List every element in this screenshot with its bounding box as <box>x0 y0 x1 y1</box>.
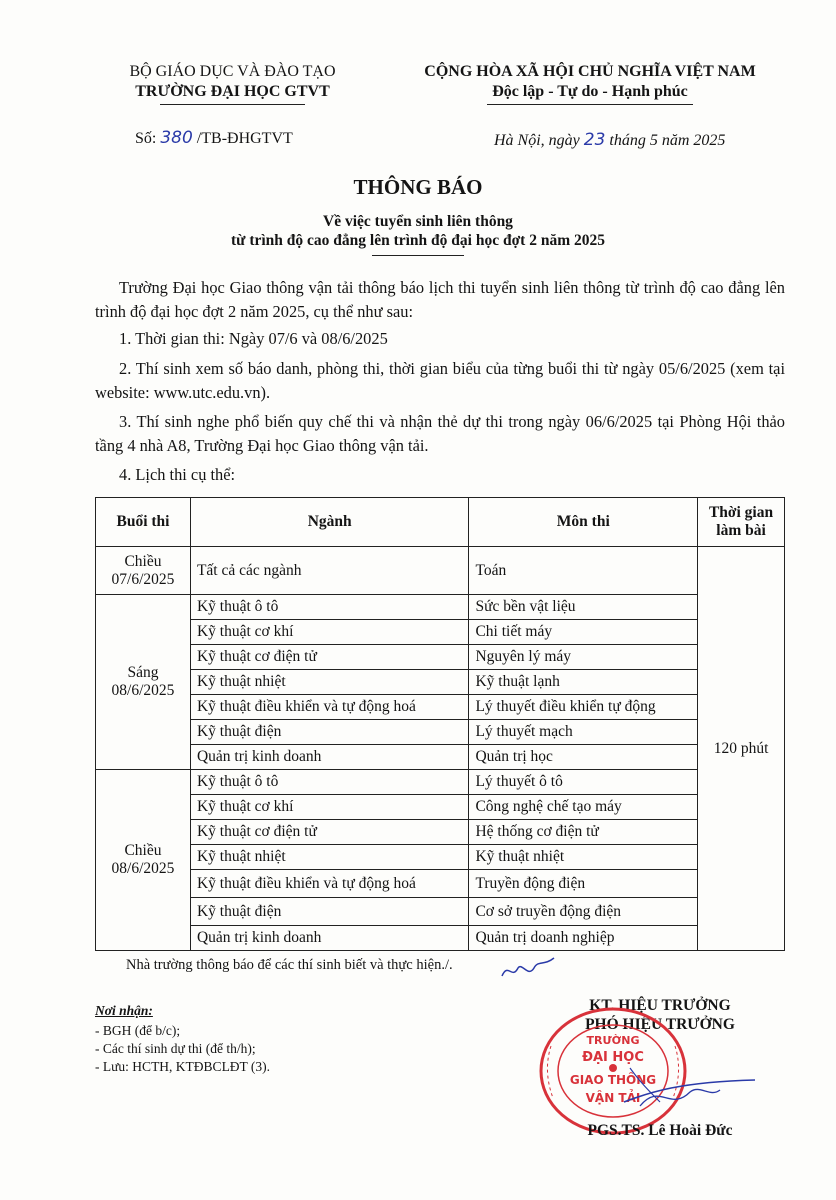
major-cell: Kỹ thuật cơ điện tử <box>190 645 469 670</box>
closing-text <box>126 957 453 974</box>
header-subject: Môn thi <box>469 498 698 547</box>
subject-cell: Sức bền vật liệu <box>469 595 698 620</box>
subject-cell: Quản trị doanh nghiệp <box>469 926 698 951</box>
table-row <box>96 926 785 951</box>
document-number <box>135 128 293 149</box>
major-cell: Quản trị kinh doanh <box>190 745 469 770</box>
major-cell: Quản trị kinh doanh <box>190 926 469 951</box>
ministry-name: BỘ GIÁO DỤC VÀ ĐÀO TẠO <box>129 63 336 80</box>
major-cell: Kỹ thuật nhiệt <box>190 845 469 870</box>
handwritten-number: 380 <box>160 128 193 148</box>
major-cell: Kỹ thuật điện <box>190 898 469 926</box>
table-row <box>96 898 785 926</box>
header-session: Buổi thi <box>96 498 191 547</box>
header-right-underline <box>487 104 693 105</box>
signer-name: PGS.TS. Lê Hoài Đức <box>587 1122 733 1139</box>
document-date <box>494 130 725 151</box>
subject-cell: Nguyên lý máy <box>469 645 698 670</box>
title-underline <box>372 255 464 256</box>
major-cell: Kỹ thuật điều khiển và tự động hoá <box>190 870 469 898</box>
header-left-underline <box>160 104 305 105</box>
recipient-1: - BGH (để b/c); <box>95 1023 181 1038</box>
country-name: CỘNG HÒA XÃ HỘI CHỦ NGHĨA VIỆT NAM <box>424 63 756 80</box>
motto: Độc lập - Tự do - Hạnh phúc <box>492 83 688 100</box>
subject-cell: Lý thuyết điều khiển tự động <box>469 695 698 720</box>
signature-title-2: PHÓ HIỆU TRƯỞNG <box>585 1016 735 1033</box>
session-cell: Sáng 08/6/2025 <box>96 595 191 770</box>
major-cell: Kỹ thuật ô tô <box>190 595 469 620</box>
header-duration: Thời gian làm bài <box>698 498 785 547</box>
signature-title-1: KT. HIỆU TRƯỞNG <box>589 997 731 1014</box>
closing-sentence: Nhà trường thông báo để các thí sinh biết và thực hiện./. <box>126 957 453 973</box>
document-title: THÔNG BÁO <box>353 175 483 199</box>
session-cell: Chiều 07/6/2025 <box>96 547 191 595</box>
major-cell: Kỹ thuật ô tô <box>190 770 469 795</box>
duration-cell: 120 phút <box>698 547 785 951</box>
subtitle-line-2: từ trình độ cao đẳng lên trình độ đại học đợt 2 năm 2025 <box>230 232 605 249</box>
subject-cell: Chi tiết máy <box>469 620 698 645</box>
number-prefix: Số: <box>135 130 157 147</box>
recipient-3: - Lưu: HCTH, KTĐBCLĐT (3). <box>95 1059 271 1074</box>
stamp-text-2: ĐẠI HỌC <box>582 1050 644 1065</box>
intro-paragraph: Trường Đại học Giao thông vận tải thông báo lịch thi tuyển sinh liên thông từ trình độ cao đẳng lên trình độ đại học đợt 2 năm 2025, cụ thể như sau: <box>95 278 785 321</box>
subject-cell: Lý thuyết ô tô <box>469 770 698 795</box>
subject-cell: Hệ thống cơ điện tử <box>469 820 698 845</box>
initials-mark <box>498 956 558 986</box>
table-row <box>96 547 785 595</box>
stamp-text-1: TRƯỜNG <box>586 1034 640 1047</box>
header-major: Ngành <box>190 498 469 547</box>
table-header-row <box>96 498 785 547</box>
item-3: 3. Thí sinh nghe phổ biến quy chế thi và nhận thẻ dự thi trong ngày 06/6/2025 tại Phòng Hội thảo tầng 4 nhà A8, Trường Đại học Giao thông vận tải. <box>95 412 785 455</box>
major-cell: Kỹ thuật cơ khí <box>190 795 469 820</box>
subject-cell: Quản trị học <box>469 745 698 770</box>
item-4: 4. Lịch thi cụ thể: <box>119 465 236 484</box>
exam-schedule-table <box>95 497 785 951</box>
university-name: TRƯỜNG ĐẠI HỌC GTVT <box>135 83 330 100</box>
major-cell: Kỹ thuật cơ khí <box>190 620 469 645</box>
table-row <box>96 820 785 845</box>
table-row <box>96 620 785 645</box>
handwritten-day: 23 <box>583 130 606 150</box>
date-suffix: tháng 5 năm 2025 <box>609 132 726 149</box>
subject-cell: Lý thuyết mạch <box>469 720 698 745</box>
major-cell: Tất cả các ngành <box>190 547 469 595</box>
subject-cell: Toán <box>469 547 698 595</box>
table-row <box>96 845 785 870</box>
recipients-title: Nơi nhận: <box>95 1003 153 1018</box>
stamp-text-3: GIAO THÔNG <box>569 1073 657 1087</box>
table-row <box>96 870 785 898</box>
item-1: 1. Thời gian thi: Ngày 07/6 và 08/6/2025 <box>119 329 388 348</box>
recipient-2: - Các thí sinh dự thi (để th/h); <box>95 1041 256 1056</box>
subject-cell: Cơ sở truyền động điện <box>469 898 698 926</box>
session-cell: Chiều 08/6/2025 <box>96 770 191 951</box>
table-row <box>96 670 785 695</box>
major-cell: Kỹ thuật nhiệt <box>190 670 469 695</box>
major-cell: Kỹ thuật điều khiển và tự động hoá <box>190 695 469 720</box>
table-row <box>96 720 785 745</box>
handwritten-signature <box>620 1062 760 1122</box>
item-2: 2. Thí sinh xem số báo danh, phòng thi, thời gian biểu của từng buổi thi từ ngày 05/6/2025 (xem tại website: www.utc.edu.vn). <box>95 359 785 402</box>
stamp-text-4: VẬN TẢI <box>585 1091 641 1105</box>
major-cell: Kỹ thuật cơ điện tử <box>190 820 469 845</box>
subject-cell: Truyền động điện <box>469 870 698 898</box>
table-row <box>96 770 785 795</box>
table-row <box>96 645 785 670</box>
number-suffix: /TB-ĐHGTVT <box>196 130 293 147</box>
subject-cell: Công nghệ chế tạo máy <box>469 795 698 820</box>
subtitle-line-1: Về việc tuyển sinh liên thông <box>323 213 513 230</box>
subject-cell: Kỹ thuật lạnh <box>469 670 698 695</box>
table-row <box>96 695 785 720</box>
subject-cell: Kỹ thuật nhiệt <box>469 845 698 870</box>
table-row <box>96 745 785 770</box>
date-prefix: Hà Nội, ngày <box>494 132 580 149</box>
table-row <box>96 595 785 620</box>
major-cell: Kỹ thuật điện <box>190 720 469 745</box>
table-row <box>96 795 785 820</box>
